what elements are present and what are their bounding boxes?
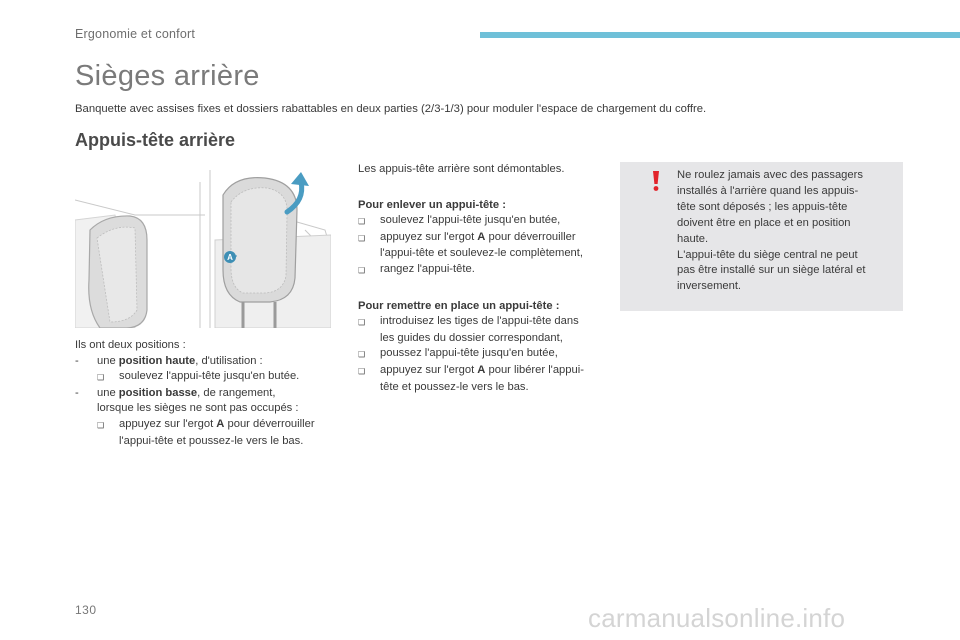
checkbox-bullet-icon: ❑ [358, 217, 366, 227]
remove-heading: Pour enlever un appui-tête : [358, 198, 506, 211]
list-item-continuation [75, 401, 335, 417]
step-item [358, 213, 613, 230]
sub-item-prefix: appuyez sur l'ergot [119, 417, 217, 430]
step-prefix: appuyez sur l'ergot [380, 363, 478, 376]
checkbox-bullet-icon: ❑ [358, 233, 366, 243]
warning-line: pas être installé sur un siège latéral et [677, 264, 866, 277]
sub-item-text: soulevez l'appui-tête jusqu'en butée. [119, 370, 300, 383]
checkbox-bullet-icon: ❑ [97, 373, 105, 383]
list-dash: - [75, 354, 79, 367]
warning-line: Ne roulez jamais avec des passagers [677, 169, 863, 181]
step-text: rangez l'appui-tête. [380, 262, 475, 275]
headrest-illustration [75, 160, 331, 328]
left-headrest [89, 216, 147, 328]
positions-text [75, 338, 335, 449]
item-suffix: , de rangement, [197, 386, 276, 399]
item-line2: lorsque les sièges ne sont pas occupés : [97, 402, 299, 415]
sub-item [97, 369, 335, 386]
warning-line: doivent être en place et en position [677, 216, 851, 229]
item-bold: position haute [118, 354, 196, 367]
exclamation-icon [649, 170, 663, 192]
checkbox-bullet-icon: ❑ [358, 366, 366, 376]
list-dash: - [75, 386, 79, 399]
step-line2: tête et poussez-le vers le bas. [380, 380, 529, 393]
item-prefix: une [97, 386, 119, 399]
step-item [358, 230, 613, 247]
step-bold: A [477, 230, 486, 243]
page-title: Sièges arrière [75, 60, 260, 92]
removable-note: Les appuis-tête arrière sont démontables. [358, 163, 565, 175]
item-bold: position basse [118, 386, 198, 399]
warning-line: tête sont déposés ; les appuis-tête [677, 200, 848, 213]
step-item [358, 262, 613, 279]
step-bold: A [477, 363, 486, 376]
svg-text:A: A [227, 253, 233, 262]
watermark: carmanualsonline.info [588, 603, 846, 633]
checkbox-bullet-icon: ❑ [358, 350, 366, 360]
step-text: poussez l'appui-tête jusqu'en butée, [380, 347, 558, 360]
step-text: soulevez l'appui-tête jusqu'en butée, [380, 214, 561, 227]
section-subtitle: Appuis-tête arrière [75, 130, 236, 150]
page-number: 130 [75, 603, 97, 617]
checkbox-bullet-icon: ❑ [97, 420, 105, 430]
list-item [75, 354, 335, 370]
checkbox-bullet-icon: ❑ [358, 265, 366, 275]
item-suffix: , d'utilisation : [195, 354, 263, 367]
warning-line: L'appui-tête du siège central ne peut [677, 248, 858, 261]
step-prefix: appuyez sur l'ergot [380, 230, 478, 243]
step-continuation [358, 380, 613, 396]
step-item [358, 346, 613, 363]
warning-text [677, 168, 891, 295]
warning-line: inversement. [677, 280, 742, 293]
warning-line: haute. [677, 232, 709, 245]
step-text: introduisez les tiges de l'appui-tête dans [380, 315, 579, 328]
step-continuation [358, 246, 613, 262]
refit-heading: Pour remettre en place un appui-tête : [358, 299, 560, 312]
step-suffix: pour déverrouiller [485, 230, 576, 243]
header-accent-bar [480, 32, 960, 38]
step-line2: les guides du dossier correspondant, [380, 331, 563, 344]
warning-line: installés à l'arrière quand les appuis- [677, 184, 859, 197]
step-continuation [358, 331, 613, 347]
step-item [358, 363, 613, 380]
sub-item-continuation [97, 434, 335, 450]
step-suffix: pour libérer l'appui- [485, 363, 584, 376]
list-item [75, 386, 335, 402]
sub-item-suffix: pour déverrouiller [224, 417, 315, 430]
sub-item-line2: l'appui-tête et poussez-le vers le bas. [119, 434, 304, 447]
sub-item [97, 417, 335, 434]
step-line2: l'appui-tête et soulevez-le complètement, [380, 247, 583, 260]
section-header: Ergonomie et confort [75, 27, 196, 41]
step-item [358, 314, 613, 331]
removal-instructions [358, 162, 613, 395]
item-prefix: une [97, 354, 119, 367]
sub-item-bold: A [216, 417, 225, 430]
checkbox-bullet-icon: ❑ [358, 318, 366, 328]
intro-text: Banquette avec assises fixes et dossiers rabattables en deux parties (2/3-1/3) pour moduler l'espace de chargement du coffre. [75, 103, 707, 115]
positions-lead: Ils ont deux positions : [75, 339, 186, 351]
